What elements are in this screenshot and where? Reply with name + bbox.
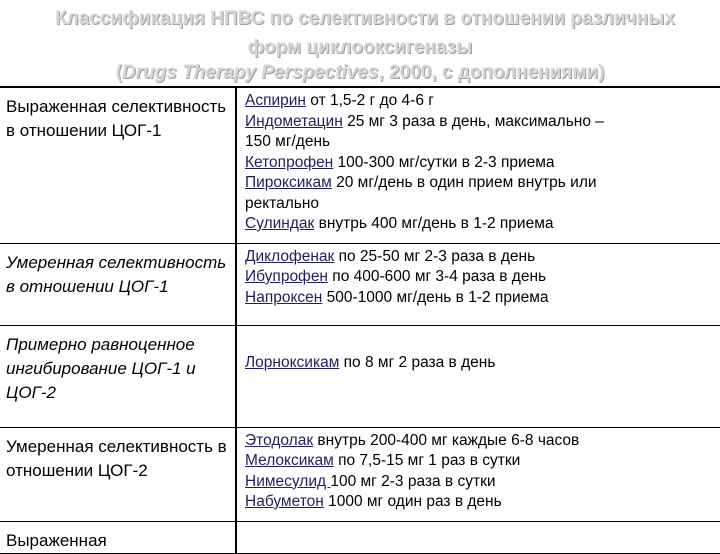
- category-cell: Выраженная селективность в отношении ЦОГ-1: [0, 87, 236, 243]
- drug-line: [245, 214, 720, 235]
- drug-line: [245, 132, 720, 153]
- table-row: [0, 427, 720, 521]
- drug-dose: 25 мг 3 раза в день, максимально –: [342, 112, 604, 130]
- drug-dose: 150 мг/день: [245, 133, 331, 150]
- drug-dose: по 400-600 мг 3-4 раза в день: [328, 268, 547, 285]
- drug-dose: по 25-50 мг 2-3 раза в день: [334, 247, 536, 265]
- drug-dose: внутрь 200-400 мг каждые 6-8 часов: [313, 431, 580, 449]
- drug-dose: по 7,5-15 мг 1 раз в сутки: [333, 452, 521, 469]
- title-source: Drugs Therapy Perspectives: [121, 62, 379, 83]
- drug-dose: ректально: [245, 194, 320, 212]
- table-row: [0, 521, 720, 553]
- drug-link[interactable]: Диклофенак: [245, 247, 335, 265]
- slide-title: [0, 0, 720, 86]
- table-row: [0, 243, 720, 325]
- drug-link[interactable]: Напроксен: [245, 288, 323, 306]
- drugs-cell: [236, 521, 720, 553]
- drug-line: [245, 353, 720, 374]
- title-line-3: [0, 62, 720, 84]
- drug-dose: 100 мг 2-3 раза в сутки: [330, 472, 496, 490]
- drug-link[interactable]: Мелоксикам: [245, 452, 334, 469]
- category-cell: Примерно равноценное ингибирование ЦОГ-1 и ЦОГ-2: [0, 325, 236, 427]
- drug-line: [245, 247, 720, 268]
- drug-dose: 1000 мг один раз в день: [323, 493, 502, 510]
- drug-line: [245, 431, 720, 452]
- drug-line: [245, 451, 720, 472]
- drug-dose: 500-1000 мг/день в 1-2 приема: [322, 288, 549, 306]
- drug-link[interactable]: Нимесулид: [245, 472, 331, 490]
- drug-dose: внутрь 400 мг/день в 1-2 приема: [314, 215, 554, 232]
- drug-dose: 20 мг/день в один прием внутрь или: [331, 174, 597, 191]
- drug-line: [245, 153, 720, 174]
- selectivity-table: [0, 86, 720, 554]
- drug-link[interactable]: Лорноксикам: [245, 353, 340, 371]
- drug-link[interactable]: Ибупрофен: [245, 268, 328, 285]
- category-cell: Умеренная селективность в отношении ЦОГ-2: [0, 427, 236, 521]
- drugs-cell: [236, 243, 720, 325]
- table-row: [0, 325, 720, 427]
- drugs-cell: [236, 87, 720, 243]
- drug-dose: от 1,5-2 г до 4-6 г: [305, 92, 434, 109]
- title-paren: (: [115, 62, 122, 83]
- drug-line: [245, 472, 720, 493]
- title-source-rest: , 2000, с дополнениями): [378, 62, 605, 83]
- drug-link[interactable]: Набуметон: [245, 493, 324, 510]
- drug-line: [245, 173, 720, 194]
- title-line-1: Классификация НПВС по селективности в отношении различных: [55, 8, 675, 29]
- category-cell: Выраженная: [0, 521, 236, 553]
- drug-line: [245, 91, 720, 112]
- drug-link[interactable]: Индометацин: [245, 112, 343, 130]
- drug-link[interactable]: Кетопрофен: [245, 153, 334, 171]
- drug-line: [245, 492, 720, 513]
- category-cell: Умеренная селективность в отношении ЦОГ-1: [0, 243, 236, 325]
- drug-line: [245, 194, 720, 215]
- drug-dose: 100-300 мг/сутки в 2-3 приема: [333, 153, 555, 171]
- drug-line: [245, 288, 720, 309]
- drug-link[interactable]: Этодолак: [245, 431, 314, 449]
- drug-link[interactable]: Пироксикам: [245, 174, 332, 191]
- drug-line: [245, 267, 720, 288]
- drug-line: [245, 112, 720, 133]
- drug-dose: по 8 мг 2 раза в день: [339, 353, 496, 371]
- title-line-2: форм циклооксигеназы: [247, 37, 473, 58]
- drug-link[interactable]: Аспирин: [245, 92, 306, 109]
- table-row: [0, 87, 720, 243]
- drug-link[interactable]: Сулиндак: [245, 215, 315, 232]
- drugs-cell: [236, 427, 720, 521]
- drugs-cell: [236, 325, 720, 427]
